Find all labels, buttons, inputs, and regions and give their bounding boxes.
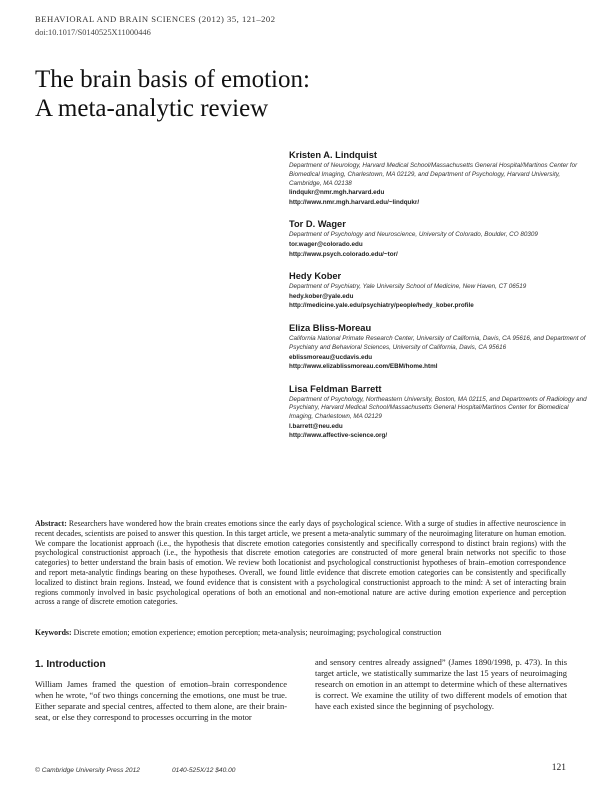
body-column-left: William James framed the question of emotion–brain correspondence when he wrote, “of two things concerning the emotions, one must be true. Either separate and special centres, affected to them alone, are their brain-seat, or else they correspond to processes occurring in the motor bbox=[35, 679, 287, 722]
title-line-2: A meta-analytic review bbox=[35, 95, 269, 122]
footer-issn: 0140-525X/12 $40.00 bbox=[172, 767, 236, 774]
author-block bbox=[289, 150, 589, 207]
author-affiliation: Department of Psychiatry, Yale University School of Medicine, New Haven, CT 06519 bbox=[289, 283, 527, 291]
author-name: Tor D. Wager bbox=[289, 219, 346, 230]
author-email[interactable]: l.barrett@neu.edu bbox=[289, 422, 343, 430]
author-url[interactable]: http://medicine.yale.edu/psychiatry/people/hedy_kober.profile bbox=[289, 302, 474, 310]
author-name: Lisa Feldman Barrett bbox=[289, 383, 382, 394]
footer-copyright: © Cambridge University Press 2012 bbox=[35, 767, 140, 774]
author-name: Eliza Bliss-Moreau bbox=[289, 322, 372, 333]
author-block bbox=[289, 384, 589, 441]
abstract-text: Researchers have wondered how the brain creates emotions since the early days of psychological science. With a surge of studies in affective neuroscience in recent decades, scientists are poised to answer this question. In this target article, we present a meta-analytic summary of the neuroimaging literature on human emotion. We compare the locationist approach (i.e., the hypothesis that discrete emotion categories consistently and specifically correspond to distinct brain regions) with the psychological constructionist approach (i.e., the hypothesis that discrete emotion categories are constructed of more general brain networks not specific to those categories) to better understand the brain basis of emotion. We review both locationist and psychological constructionist hypotheses of brain–emotion correspondence and report meta-analytic findings bearing on these hypotheses. Overall, we found little evidence that discrete emotion categories can be consistently and specifically localized to distinct brain regions. Instead, we found evidence that is consistent with a psychological constructionist approach to the mind: A set of interacting brain regions commonly involved in basic psychological operations of both an emotional and non-emotional nature are active during emotion experience and perception across a range of discrete emotion categories. bbox=[35, 519, 566, 607]
abstract bbox=[35, 519, 566, 607]
author-affiliation: California National Primate Research Center, University of California, Davis, CA 95616, and Department of Psychiatry and Behavioral Sciences, University of California, Davis, CA 95616 bbox=[289, 334, 586, 351]
author-block bbox=[289, 271, 589, 311]
author-email[interactable]: tor.wager@colorado.edu bbox=[289, 241, 363, 249]
journal-citation: BEHAVIORAL AND BRAIN SCIENCES (2012) 35, 121–202 bbox=[35, 14, 276, 24]
author-name: Kristen A. Lindquist bbox=[289, 150, 377, 160]
author-affiliation: Department of Psychology, Northeastern University, Boston, MA 02115, and Departments of Radiology and Psychiatry, Harvard Medical School/Massachusetts General Hospital/Martinos Center for Biomedical Imaging, Charlestown, MA 02129 bbox=[289, 395, 587, 421]
author-block bbox=[289, 219, 589, 259]
author-email[interactable]: eblissmoreau@ucdavis.edu bbox=[289, 353, 373, 361]
section-heading: 1. Introduction bbox=[35, 659, 106, 670]
author-email[interactable]: lindqukr@nmr.mgh.harvard.edu bbox=[289, 189, 385, 197]
body-column-right: and sensory centres already assigned” (James 1890/1998, p. 473). In this target article, we statistically summarize the last 15 years of neuroimaging research on emotion in an attempt to determine which of these alternatives is correct. We examine the utility of two different models of emotion that have each existed since the beginning of psychology. bbox=[315, 657, 567, 711]
author-url[interactable]: http://www.elizablissmoreau.com/EBM/home.html bbox=[289, 363, 438, 371]
author-name: Hedy Kober bbox=[289, 271, 342, 282]
keywords-text: Discrete emotion; emotion experience; emotion perception; meta-analysis; neuroimaging; psychological construction bbox=[73, 628, 442, 637]
author-url[interactable]: http://www.affective-science.org/ bbox=[289, 432, 388, 440]
title-line-1: The brain basis of emotion: bbox=[35, 66, 310, 93]
author-url[interactable]: http://www.nmr.mgh.harvard.edu/~lindqukr/ bbox=[289, 198, 420, 206]
author-email[interactable]: hedy.kober@yale.edu bbox=[289, 292, 354, 300]
author-affiliation: Department of Psychology and Neuroscience, University of Colorado, Boulder, CO 80309 bbox=[289, 231, 538, 239]
author-affiliation: Department of Neurology, Harvard Medical School/Massachusetts General Hospital/Martinos Center for Biomedical Imaging, Charlestown, MA 02129, and Department of Psychology, Harvard University, Cambridge, MA 02138 bbox=[289, 162, 578, 187]
keywords bbox=[35, 628, 566, 638]
author-block bbox=[289, 323, 589, 372]
keywords-label: Keywords: bbox=[35, 628, 72, 637]
author-url[interactable]: http://www.psych.colorado.edu/~tor/ bbox=[289, 250, 398, 258]
author-list bbox=[289, 150, 589, 453]
doi: doi:10.1017/S0140525X11000446 bbox=[35, 28, 151, 37]
abstract-label: Abstract: bbox=[35, 519, 67, 528]
article-title bbox=[35, 65, 310, 123]
page-number: 121 bbox=[551, 763, 566, 773]
